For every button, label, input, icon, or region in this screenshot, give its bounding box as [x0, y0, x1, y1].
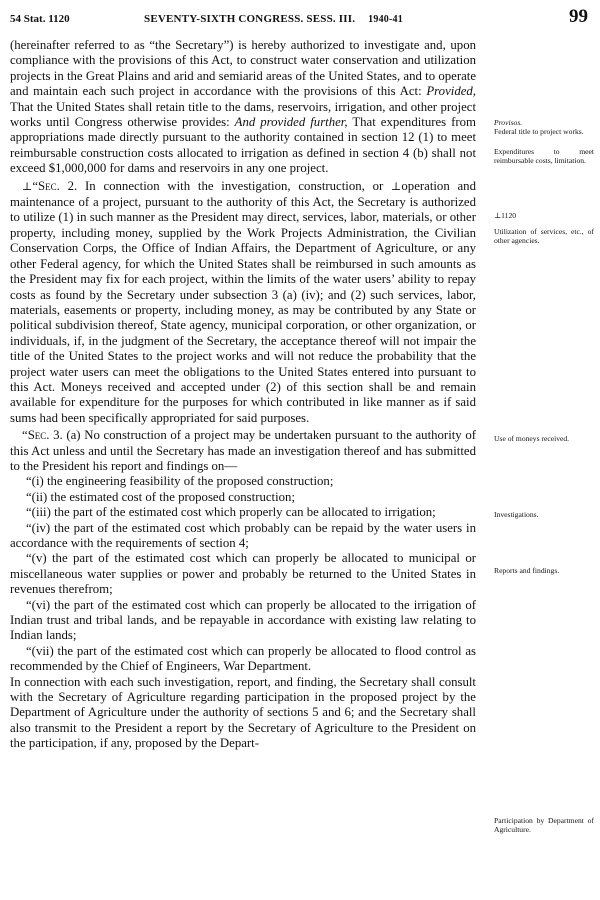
text-segment: That expenditures from appropriations made directly pursuant to the authority contained in section 12 (1) to meet reimbursable construction costs allocated to irrigation as defined in section 4 (b) shall not exceed $1,000,000 for dams and reservoirs in any one project. [10, 115, 476, 176]
text-segment: (hereinafter referred to as “the Secretary”) is hereby authorized to investigate and, upon compliance with the provisions of this Act, to construct water conservation and utilization projects in the Great Plains and arid and semiarid areas of the United States, and to operate and maintain each such project in accordance with the provisions of this Act: [10, 38, 476, 99]
statute-reference: 54 Stat. 1120 [10, 13, 70, 25]
text-segment: operation and maintenance of a project, pursuant to the authority of this Act, the Secretary is authorized to utilize (1) in such manner as the President may direct, services, labor, materials, or other property, including money, supplied by the Work Projects Administration, the Civilian Conservation Corps, the Office of Indian Affairs, the Department of Agriculture, or any other Federal agency, for which the United States shall be reimbursed in such amounts as the President may fix for each project, within the limits of the water users’ ability to repay costs as found by the Secretary under subsection 3 (a) (iv); and (2) such services, labor, materials, easements or property, including money, as may be contributed by any State or political subdivision thereof, State agency, municipal corporation, or other organization, or individuals, if, in the judgment of the Secretary, the acceptance thereof will not impair the title of the United States to the project works and will not reduce the probability that the project water users can meet the obligations to the United States entered into pursuant to this Act. Moneys received and accepted under (2) of this section shall be and remain available for expenditure for the purposes for which contributed in like manner as if said sums had been specifically appropriated for said purposes. [10, 178, 476, 425]
open-quote: “ [32, 178, 39, 193]
page-break-mark: ⊥ [391, 180, 402, 193]
finding-item-vii: “(vii) the part of the estimated cost which can properly be allocated to flood control as recommended by the Chief of Engineers, War Department. [10, 643, 476, 674]
finding-item-v: “(v) the part of the estimated cost which can properly be allocated to municipal or miscellaneous water supplies or power and probably be returned to the United States in revenues therefrom; [10, 551, 476, 597]
proviso-italic: Provided, [426, 84, 476, 99]
page-header [10, 6, 588, 32]
section-label: Sec. [38, 178, 60, 193]
section-3 [10, 428, 476, 474]
session-years: 1940-41 [368, 14, 403, 25]
finding-item-iii: “(iii) the part of the estimated cost which properly can be allocated to irrigation; [26, 505, 436, 520]
paragraph-authorization [10, 38, 476, 177]
running-head [144, 13, 403, 25]
statute-text [10, 38, 476, 752]
text-segment: 3. (a) No construction of a project may be undertaken pursuant to the authority of this Act unless and until the Secretary has made an investigation thereof and has submitted to the President his report and findings on— [10, 428, 476, 473]
margin-note-use-of-moneys: Use of moneys received. [494, 434, 570, 443]
proviso-italic: And provided further, [234, 115, 348, 130]
margin-note-utilization: Utilization of services, etc., of other agencies. [494, 227, 594, 246]
session-label: SESS. III. [306, 13, 356, 25]
paragraph-consultation: In connection with each such investigation, report, and finding, the Secretary shall consult with the Secretary of Agriculture regarding participation in the proposed project by the Department of Agriculture under the authority of sections 5 and 6; and the Secretary shall also transmit to the President a report by the Secretary of Agriculture to the President on the participation, if any, proposed by the Depart- [10, 674, 476, 751]
page-number: 99 [569, 6, 588, 27]
page-break-mark: ⊥ [22, 180, 33, 193]
margin-note-reports: Reports and findings. [494, 566, 560, 575]
open-quote: “ [22, 428, 28, 443]
finding-item-iv: “(iv) the part of the estimated cost which probably can be repaid by the water users in accordance with the requirements of section 4; [10, 520, 476, 550]
margin-note-provisos: Provisos. [494, 118, 523, 127]
finding-item-i: “(i) the engineering feasibility of the proposed construction; [26, 474, 334, 489]
finding-item-ii: “(ii) the estimated cost of the proposed construction; [26, 489, 296, 504]
congress-title: SEVENTY-SIXTH CONGRESS. [144, 13, 304, 25]
section-2 [10, 179, 476, 427]
text-segment: 2. In connection with the investigation, construction, or [59, 178, 392, 193]
margin-note-stat-ref: ⊥1120 [494, 211, 517, 220]
section-label: Sec. [27, 428, 50, 443]
text-segment: That the United States shall retain title to the dams, reservoirs, irrigation, and other project works until Congress otherwise provides: [10, 99, 476, 130]
margin-note-expenditures: Expenditures to meet reimbursable costs, limitation. [494, 147, 594, 166]
finding-item-vi: “(vi) the part of the estimated cost which can properly be allocated to the irrigation of Indian trust and tribal lands, and be repayable in accordance with existing law relating to Indian lands; [10, 597, 476, 643]
margin-note-federal-title: Federal title to project works. [494, 127, 584, 136]
margin-note-investigations: Investigations. [494, 510, 539, 519]
margin-note-participation: Participation by Department of Agriculture. [494, 816, 594, 835]
